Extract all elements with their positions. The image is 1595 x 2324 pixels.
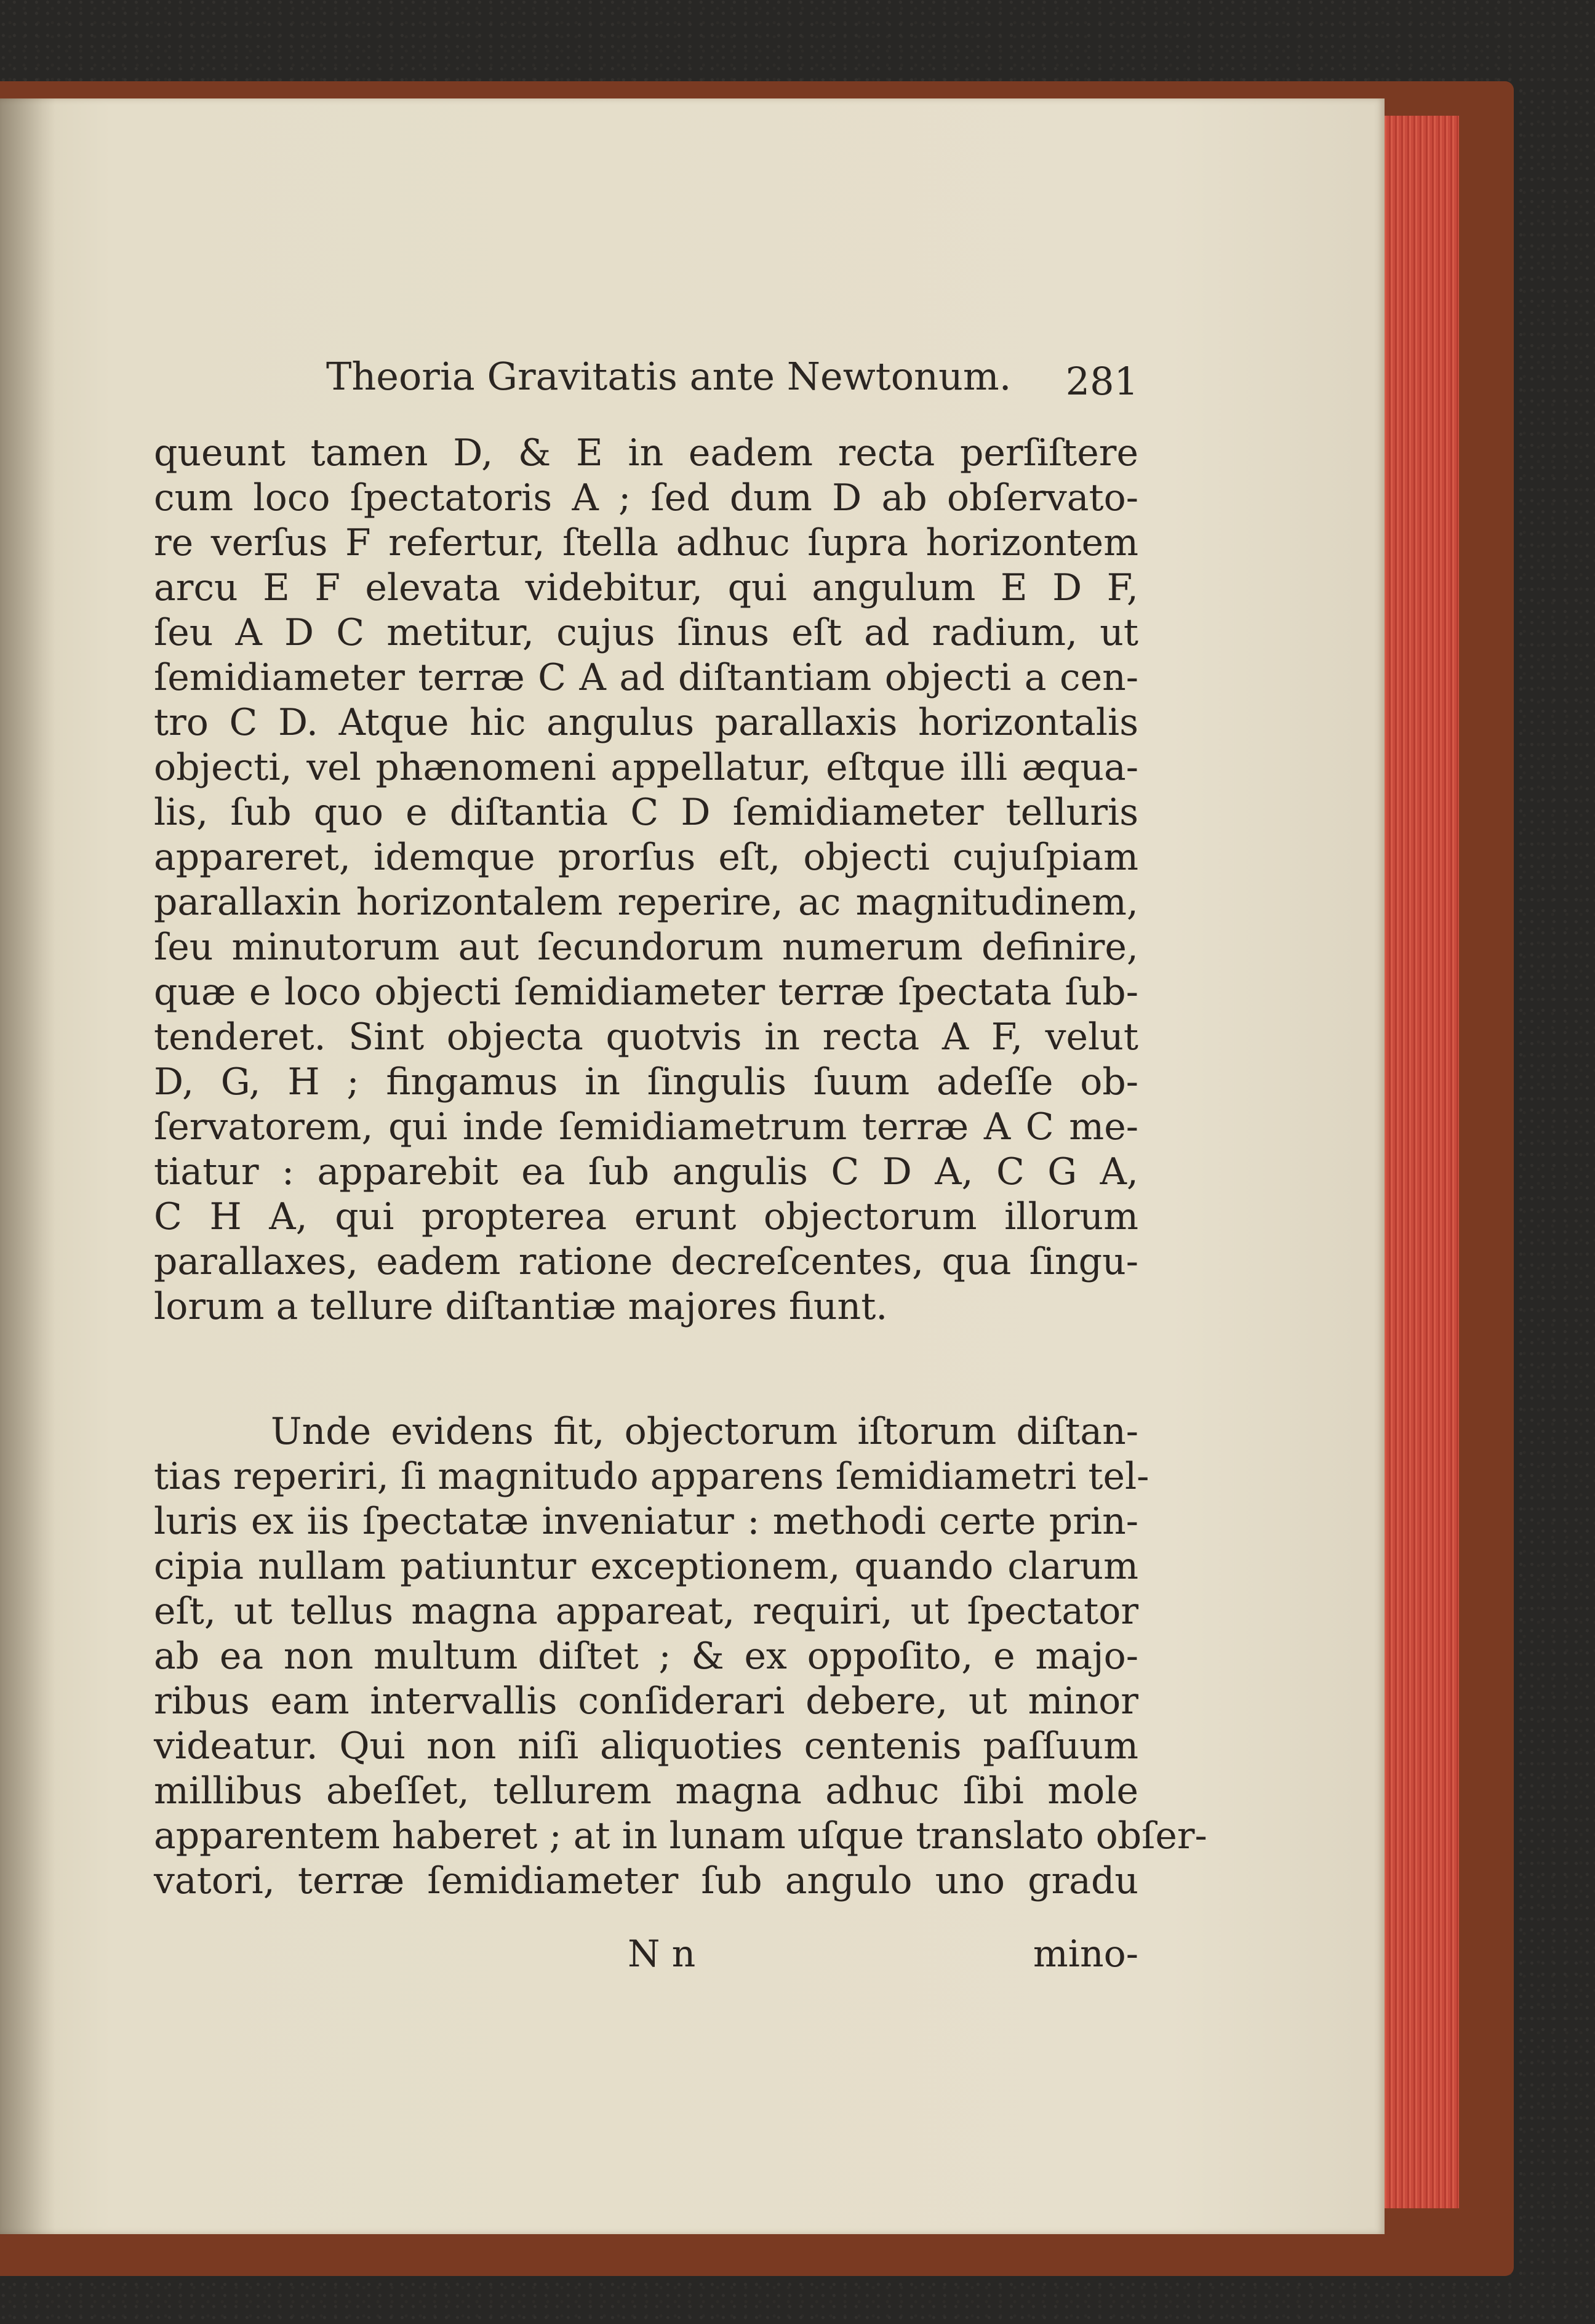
text-line: queunt tamen D, & E in eadem recta perſiſtere <box>154 431 1138 475</box>
text-line: vatori, terræ ſemidiameter ſub angulo uno gradu <box>154 1859 1138 1902</box>
text-line: cum loco ſpectatoris A ; ſed dum D ab obſervato- <box>154 476 1138 519</box>
text-line: parallaxin horizontalem reperire, ac magnitudinem, <box>154 881 1138 924</box>
text-line: C H A, qui propterea erunt objectorum illorum <box>154 1195 1138 1238</box>
text-line: ſervatorem, qui inde ſemidiametrum terræ A C me- <box>154 1105 1138 1148</box>
text-line: arcu E F elevata videbitur, qui angulum E D F, <box>154 566 1138 609</box>
text-line: ſeu minutorum aut ſecundorum numerum definire, <box>154 926 1138 969</box>
text-line: D, G, H ; fingamus in ſingulis ſuum adeſſe ob- <box>154 1060 1138 1104</box>
text-line: eſt, ut tellus magna appareat, requiri, ut ſpectator <box>154 1590 1138 1633</box>
page-footer <box>154 1933 1138 1982</box>
text-line: millibus abeſſet, tellurem magna adhuc ſibi mole <box>154 1769 1138 1813</box>
page-number: 281 <box>1065 359 1138 404</box>
text-line: objecti, vel phænomeni appellatur, eſtque illi æqua- <box>154 746 1138 789</box>
page-gutter-shadow <box>0 98 55 2234</box>
text-line: re verſus F refertur, ſtella adhuc ſupra horizontem <box>154 521 1138 564</box>
text-line: ſeu A D C metitur, cujus ſinus eſt ad radium, ut <box>154 611 1138 654</box>
text-line: tiatur : apparebit ea ſub angulis C D A, C G A, <box>154 1150 1138 1193</box>
text-line: luris ex iis ſpectatæ inveniatur : methodi certe prin- <box>154 1500 1138 1543</box>
text-line: parallaxes, eadem ratione decreſcentes, qua ſingu- <box>154 1240 1138 1283</box>
text-line: cipia nullam patiuntur exceptionem, quando clarum <box>154 1545 1138 1588</box>
text-line: apparentem haberet ; at in lunam uſque translato obſer- <box>154 1814 1207 1857</box>
text-line: ſemidiameter terræ C A ad diſtantiam objecti a cen- <box>154 656 1138 699</box>
text-line: quæ e loco objecti ſemidiameter terræ ſpectata ſub- <box>154 971 1138 1014</box>
text-line: Unde evidens fit, objectorum iſtorum diſtan- <box>271 1410 1138 1453</box>
red-fore-edge <box>1378 116 1459 2208</box>
signature-mark: N n <box>628 1933 696 1976</box>
text-line: appareret, idemque prorſus eſt, objecti cujuſpiam <box>154 836 1138 879</box>
text-line: tro C D. Atque hic angulus parallaxis horizontalis <box>154 701 1138 744</box>
text-line: ab ea non multum diſtet ; & ex oppoſito, e majo- <box>154 1635 1138 1678</box>
catchword: mino- <box>1033 1933 1138 1976</box>
running-head <box>326 348 1138 409</box>
running-head-title: Theoria Gravitatis ante Newtonum. <box>326 354 1012 399</box>
text-line: lis, ſub quo e diſtantia C D ſemidiameter telluris <box>154 791 1138 834</box>
text-line: tenderet. Sint objecta quotvis in recta A F, velut <box>154 1016 1138 1059</box>
paragraph-1 <box>154 431 1138 1329</box>
paragraph-2 <box>154 1409 1207 1904</box>
text-line: tias reperiri, ſi magnitudo apparens ſemidiametri tel- <box>154 1455 1149 1498</box>
text-line: videatur. Qui non niſi aliquoties centenis paſſuum <box>154 1725 1138 1768</box>
text-line: lorum a tellure diſtantiæ majores fiunt. <box>154 1285 888 1328</box>
text-line: ribus eam intervallis conſiderari debere, ut minor <box>154 1680 1138 1723</box>
